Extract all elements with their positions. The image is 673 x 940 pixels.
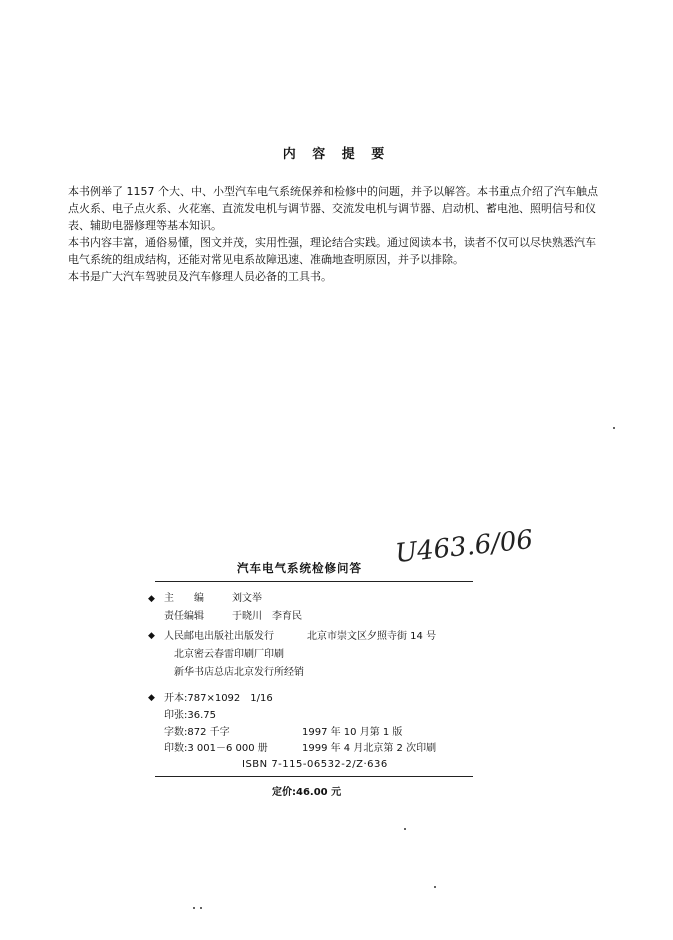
summary-paragraph-1: 本书例举了 1157 个大、中、小型汽车电气系统保养和检修中的问题，并予以解答。本书重点介绍了汽车触点点火系、电子点火系、火花塞、直流发电机与调节器、交流发电机与调节器、启动机、蓄电池、照明信号和仪表、辅助电器修理等基本知识。	[68, 185, 598, 232]
diamond-bullet-icon: ◆	[148, 631, 155, 641]
responsible-editor-label: 责任编辑	[164, 611, 204, 622]
summary-paragraph-3: 本书是广大汽车驾驶员及汽车修理人员必备的工具书。	[68, 270, 332, 283]
diamond-bullet-icon: ◆	[148, 594, 155, 604]
word-count: 字数:872 千字	[164, 727, 230, 738]
top-rule	[155, 581, 473, 582]
diamond-bullet-icon: ◆	[148, 693, 155, 703]
printed-sheets: 印张:36.75	[164, 710, 216, 721]
publisher: 人民邮电出版社出版发行	[164, 631, 274, 642]
isbn: ISBN 7-115-06532-2/Z·636	[242, 759, 388, 770]
distributor: 新华书店总店北京发行所经销	[174, 667, 304, 678]
summary-paragraph-2: 本书内容丰富，通俗易懂，图文并茂，实用性强，理论结合实践。通过阅读本书，读者不仅可以尽快熟悉汽车电气系统的组成结构，还能对常见电系故障迅速、准确地查明原因，并予以排除。	[68, 236, 596, 266]
editor-name: 刘文举	[232, 593, 262, 604]
first-edition: 1997 年 10 月第 1 版	[302, 727, 403, 738]
price: 定价:46.00 元	[272, 787, 342, 798]
editor-label: 主 编	[164, 593, 204, 604]
printing-info: 1999 年 4 月北京第 2 次印刷	[302, 743, 437, 754]
handwritten-call-number: U463.6/06	[393, 524, 535, 570]
scan-speck	[613, 427, 615, 429]
scan-speck	[193, 907, 195, 909]
summary-heading: 内 容 提 要	[282, 147, 391, 162]
publisher-address: 北京市崇文区夕照寺街 14 号	[307, 631, 437, 642]
cip-book-title: 汽车电气系统检修问答	[237, 561, 362, 575]
bottom-rule	[155, 776, 473, 777]
scan-speck	[434, 886, 436, 888]
responsible-editor-names: 于晓川 李育民	[232, 611, 302, 622]
scan-speck	[200, 907, 202, 909]
printer: 北京密云春雷印刷厂印刷	[174, 649, 284, 660]
print-run: 印数:3 001－6 000 册	[164, 743, 268, 754]
scan-speck	[404, 828, 406, 830]
book-format: 开本:787×1092 1/16	[164, 693, 273, 704]
